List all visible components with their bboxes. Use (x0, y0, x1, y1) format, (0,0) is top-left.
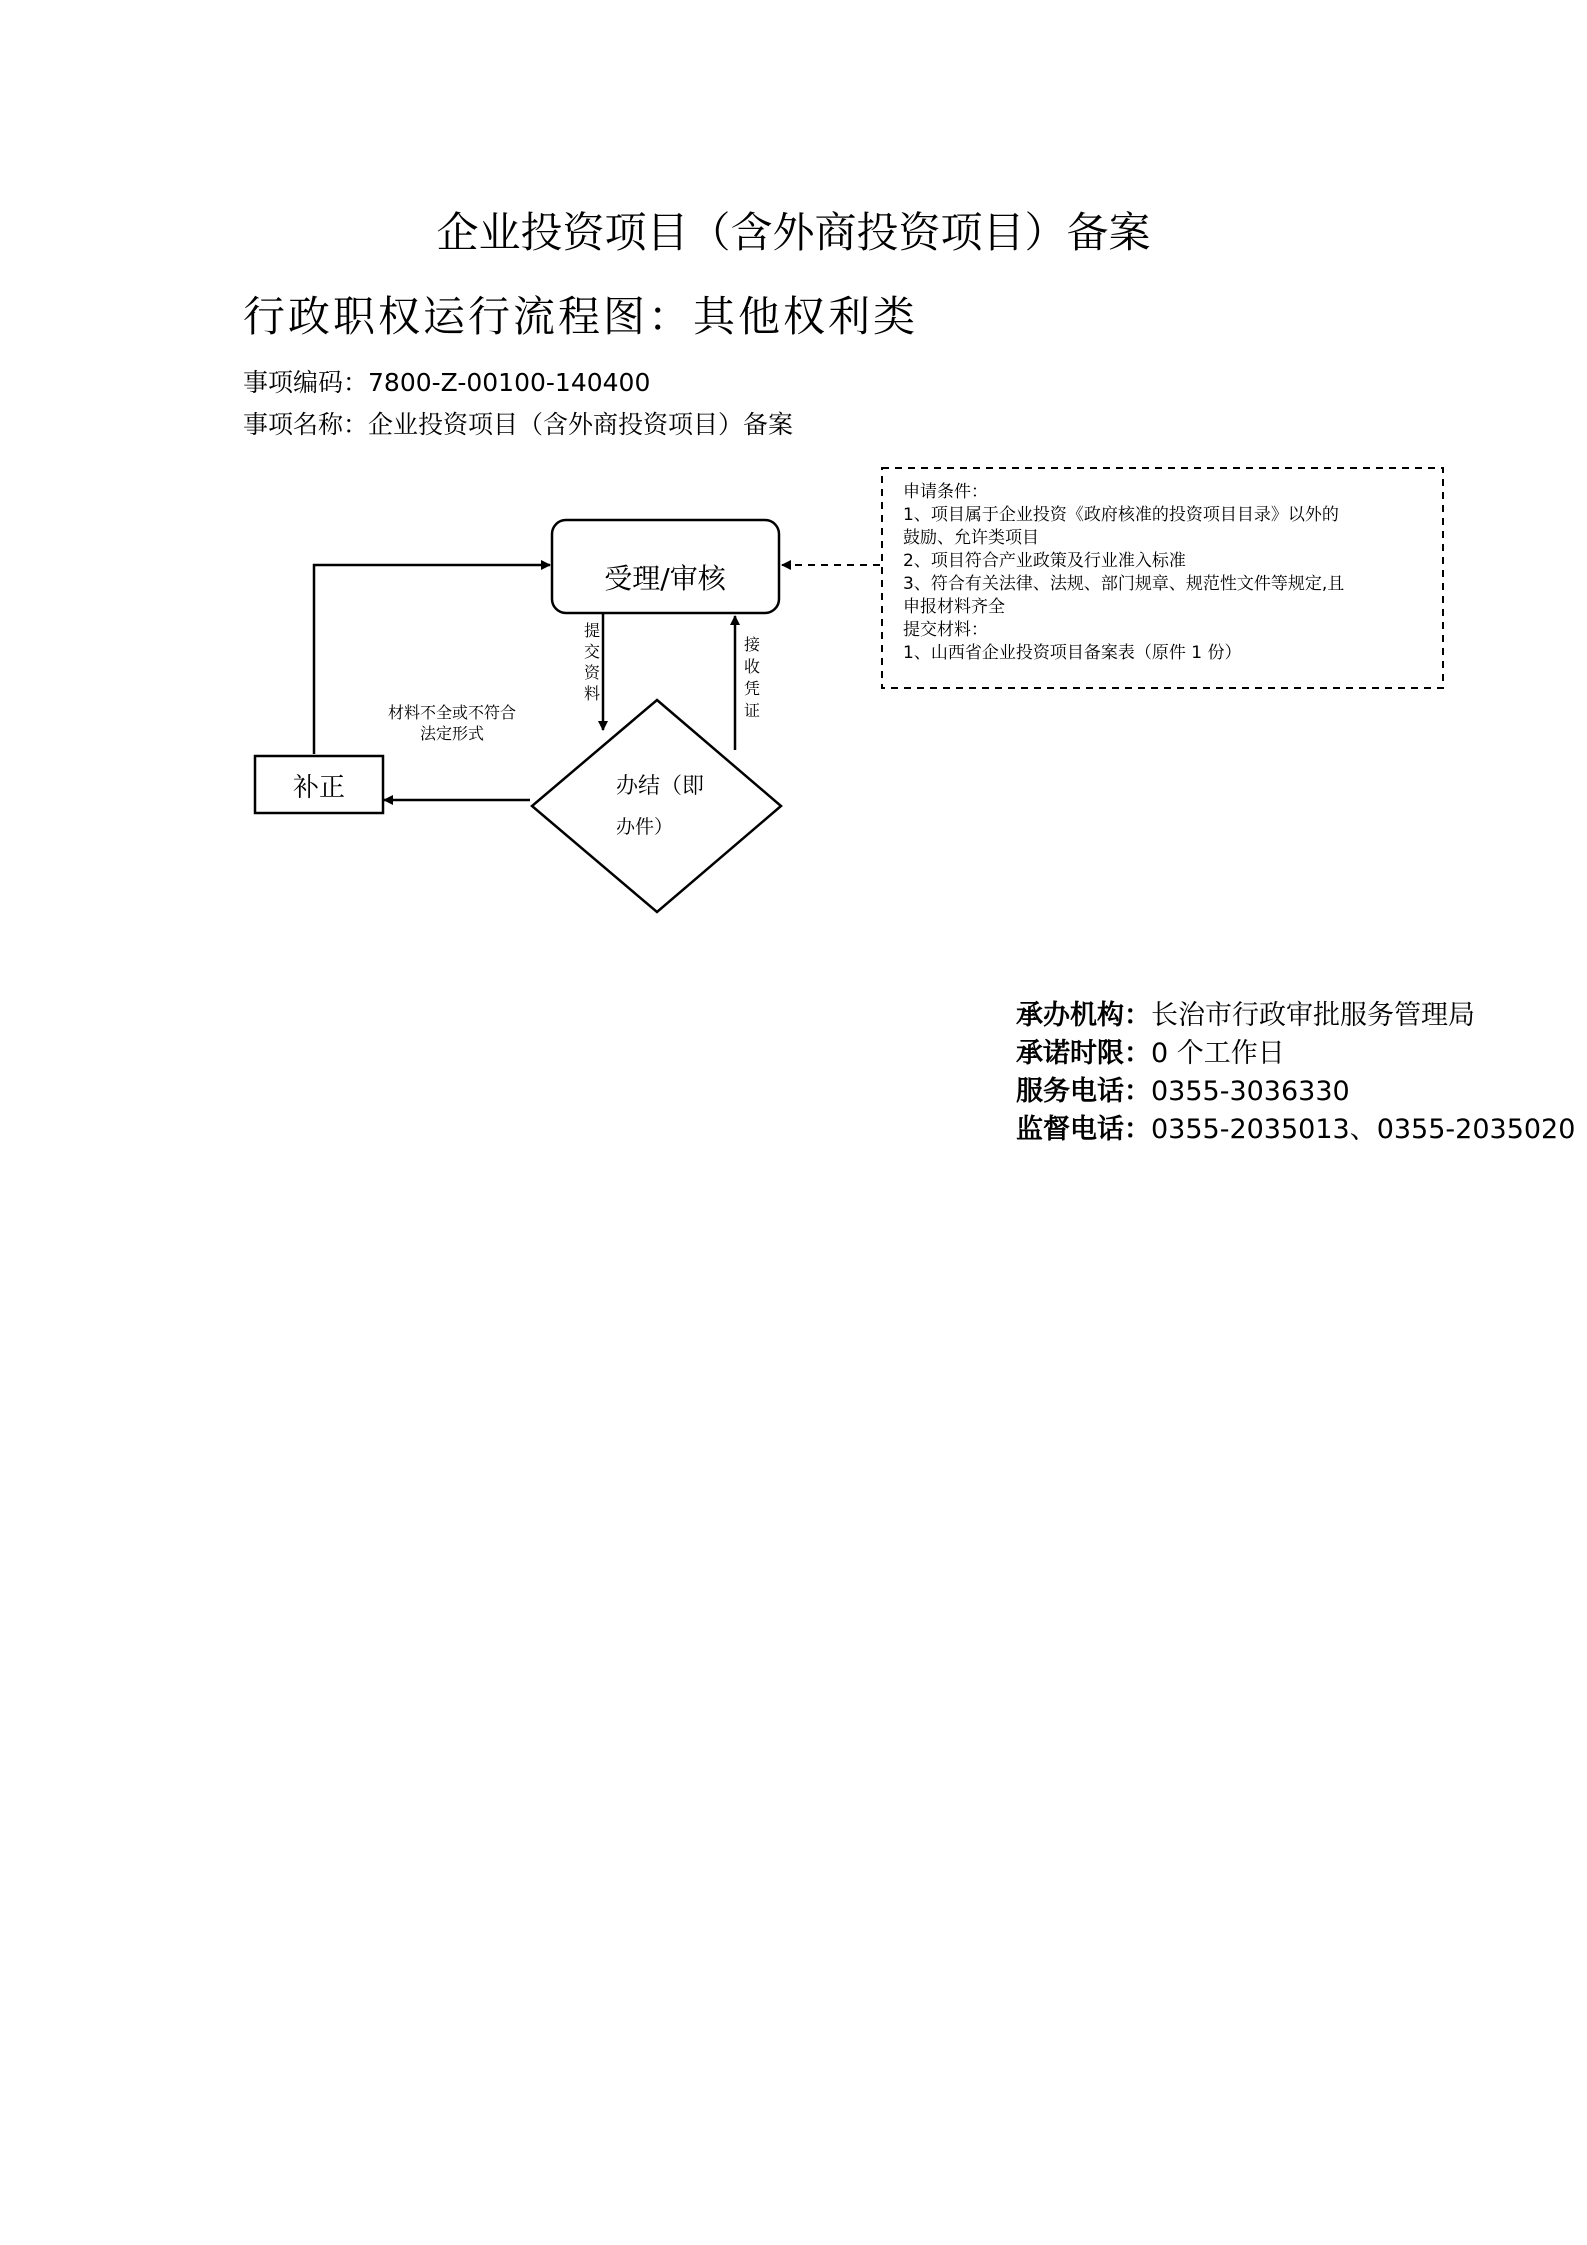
footer-service-tel-label: 服务电话： (1016, 1076, 1151, 1107)
conditions-line: 1、山西省企业投资项目备案表（原件 1 份） (903, 643, 1242, 663)
footer-service-tel-row (1016, 1074, 1350, 1110)
finish-label-line2: 办件） (616, 816, 674, 838)
conditions-line: 申报材料齐全 (903, 597, 1005, 617)
submit-label-char: 交 (583, 642, 601, 661)
conditions-line: 提交材料： (903, 620, 988, 640)
receipt-label-char: 接 (743, 635, 761, 654)
footer-supervision-tel-row (1016, 1112, 1575, 1148)
conditions-line: 申请条件： (903, 482, 988, 502)
submit-label-char: 资 (583, 663, 601, 682)
accept-review-label: 受理/审核 (604, 562, 726, 595)
conditions-line: 鼓励、允许类项目 (903, 528, 1039, 548)
footer-time-value: 0 个工作日 (1151, 1038, 1285, 1069)
conditions-line: 1、项目属于企业投资《政府核准的投资项目目录》以外的 (903, 505, 1339, 525)
footer-supervision-tel-value: 0355-2035013、0355-2035020 (1151, 1114, 1576, 1145)
incomplete-label-line1: 材料不全或不符合 (387, 703, 517, 722)
item-code-value: 7800-Z-00100-140400 (368, 368, 651, 397)
receipt-label-char: 凭 (743, 679, 761, 698)
item-name-label: 事项名称： (243, 410, 369, 439)
submit-label-char: 提 (583, 621, 601, 640)
correction-label: 补正 (292, 773, 346, 803)
finish-node (532, 700, 781, 912)
footer-time-label: 承诺时限： (1016, 1038, 1151, 1069)
receipt-label-char: 证 (743, 701, 761, 720)
footer-time-row (1016, 1036, 1285, 1072)
footer-service-tel-value: 0355-3036330 (1151, 1076, 1350, 1107)
finish-label-line1: 办结（即 (616, 774, 705, 799)
submit-label-char: 料 (583, 684, 601, 703)
incomplete-label-line2: 法定形式 (419, 724, 485, 743)
footer-org-label: 承办机构： (1016, 1000, 1151, 1031)
receipt-label-char: 收 (743, 657, 761, 676)
receipt-label (744, 635, 761, 720)
footer-org-row (1016, 998, 1475, 1034)
conditions-line: 3、符合有关法律、法规、部门规章、规范性文件等规定,且 (903, 574, 1345, 594)
conditions-line: 2、项目符合产业政策及行业准入标准 (903, 551, 1186, 571)
footer-supervision-tel-label: 监督电话： (1016, 1114, 1151, 1145)
page-title: 企业投资项目（含外商投资项目）备案 (436, 208, 1151, 257)
item-code-label: 事项编码： (243, 368, 369, 397)
submit-label (584, 621, 601, 703)
item-name-value: 企业投资项目（含外商投资项目）备案 (368, 410, 794, 439)
footer-org-value: 长治市行政审批服务管理局 (1151, 1000, 1475, 1031)
flowchart-subtitle: 行政职权运行流程图：其他权利类 (243, 292, 919, 341)
